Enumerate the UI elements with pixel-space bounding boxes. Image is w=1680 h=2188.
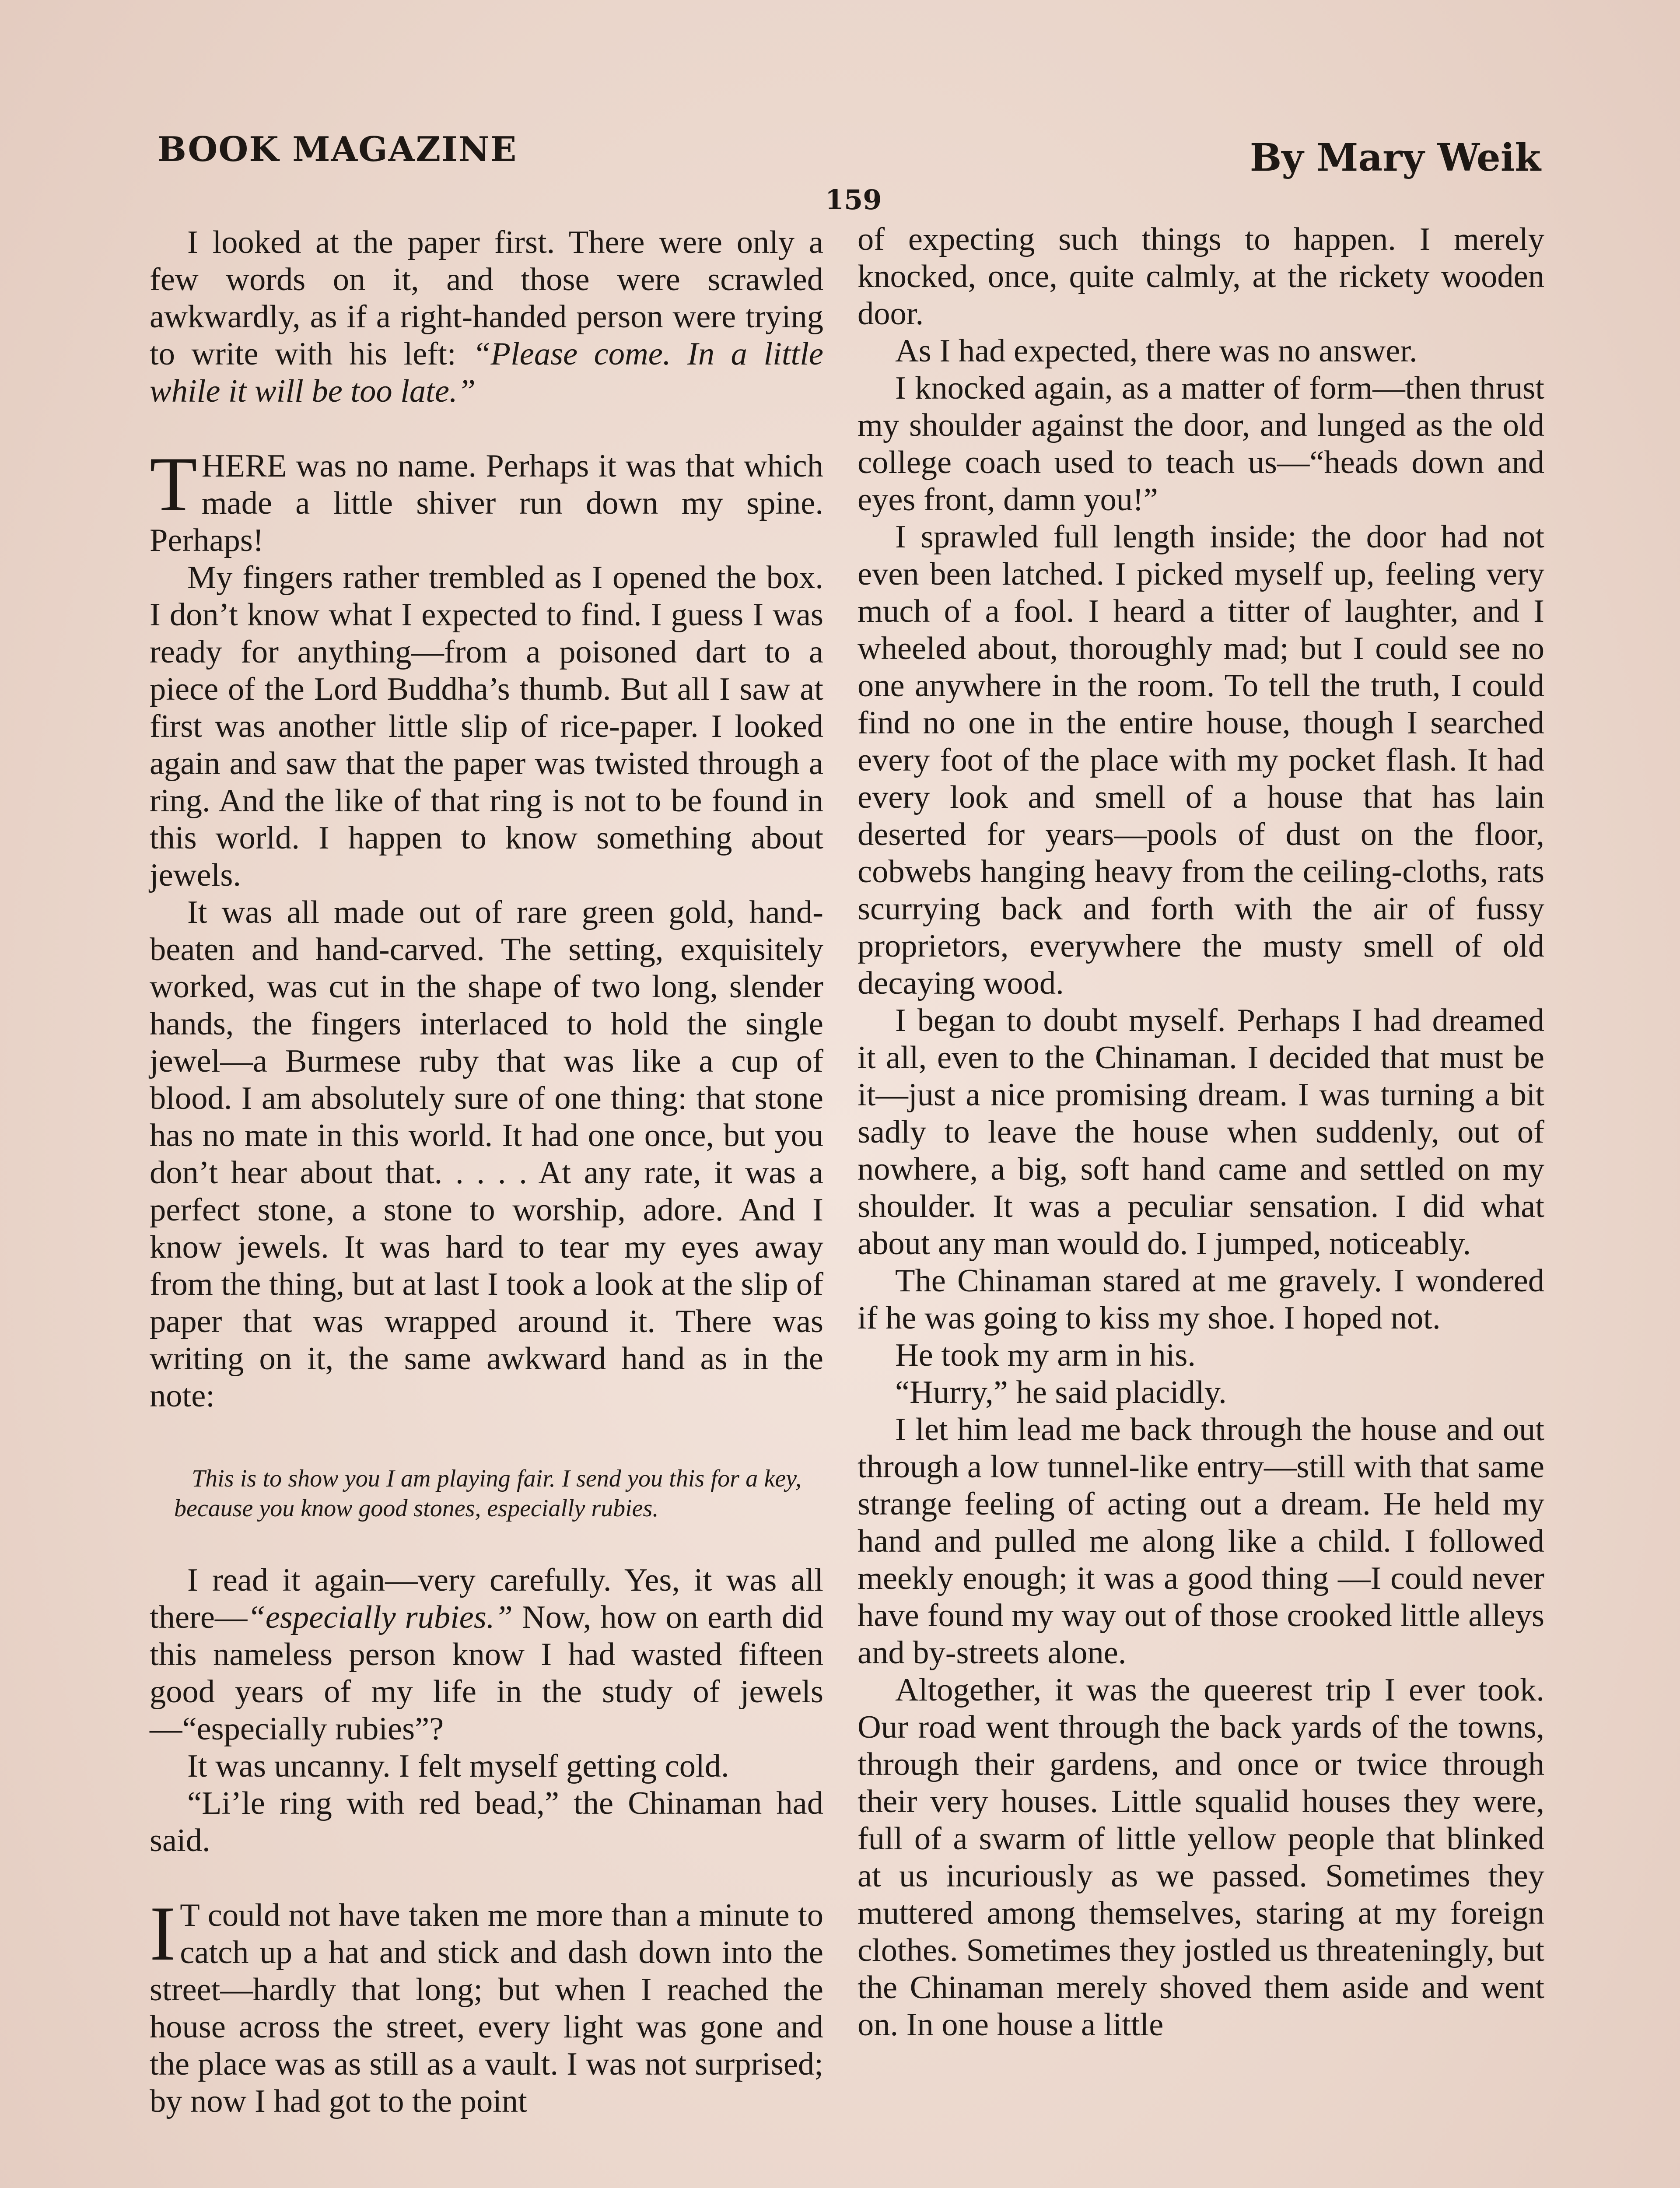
paragraph [150,1890,823,2120]
paragraph: of expecting such things to happen. I merely knocked, once, quite calmly, at the rickety wooden door. [858,221,1544,332]
inset-note: This is to show you I am playing fair. I send you this for a key, because you know good stones, especially rubies. [174,1465,802,1522]
paragraph-text: I read it again—very carefully. Yes, it was all there— [150,1562,823,1635]
left-column [150,224,823,2120]
paragraph: “Li’le ring with red bead,” the Chinaman had said. [150,1785,823,1858]
paragraph: It was uncanny. I felt myself getting cold. [187,1748,729,1784]
paragraph [150,224,823,410]
paragraph: As I had expected, there was no answer. [895,333,1418,369]
paragraph-text: Now, how on earth did this nameless person know I had wasted fifteen good years of my life in the study of jewels—“especially rubies”? [150,1599,823,1747]
paragraph: “Hurry,” he said placidly. [895,1375,1227,1410]
paragraph-text: I looked at the paper first. There were only a few words on it, and those were scrawled awkwardly, as if a right-handed person were trying to write with his left: [150,224,823,372]
paragraph: I let him lead me back through the house and out through a low tunnel-like entry—still with that same strange feeling of acting out a dream. He held my hand and pulled me along like a child. I followed meekly enough; it was a good thing —I could never have found my way out of those crooked little alleys and by-streets alone. [858,1412,1544,1671]
drop-cap: I [150,1890,176,1977]
paragraph: I knocked again, as a matter of form—then thrust my shoulder against the door, and lunged as the old college coach used to teach us—“heads down and eyes front, damn you!” [858,370,1544,518]
drop-cap: T [150,441,197,527]
paragraph [150,1562,823,1748]
paragraph: It was all made out of rare green gold, hand-beaten and hand-carved. The setting, exquisitely worked, was cut in the shape of two long, slender hands, the fingers interlaced to hold the single jewel—a Burmese ruby that was like a cup of blood. I am absolutely sure of one thing: that stone has no mate in this world. It had one once, but you don’t hear about that. . . . . At any rate, it was a perfect stone, a stone to worship, adore. And I know jewels. It was hard to tear my eyes away from the thing, but at last I took a look at the slip of paper that was wrapped around it. There was writing on it, the same awkward hand as in the note: [150,894,823,1414]
paragraph: The Chinaman stared at me gravely. I wondered if he was going to kiss my shoe. I hoped not. [858,1263,1544,1336]
paragraph: My fingers rather trembled as I opened the box. I don’t know what I expected to find. I guess I was ready for anything—from a poisoned dart to a piece of the Lord Buddha’s thumb. But all I saw at first was another little slip of rice-paper. I looked again and saw that the paper was twisted through a ring. And the like of that ring is not to be found in this world. I happen to know something about jewels. [150,560,823,893]
right-column [858,221,1544,2044]
paragraph-text: T could not have taken me more than a minute to catch up a hat and stick and dash down into the street—hardly that long; but when I reached the house across the street, every light was gone and the place was as still as a vault. I was not surprised; by now I had got to the point [150,1897,823,2119]
author-byline: By Mary Weik [1250,136,1541,180]
paragraph: I began to doubt myself. Perhaps I had dreamed it all, even to the Chinaman. I decided that must be it—just a nice promising dream. I was turning a bit sadly to leave the house when suddenly, out of nowhere, a big, soft hand came and settled on my shoulder. It was a peculiar sensation. I did what about any man would do. I jumped, noticeably. [858,1003,1544,1262]
note-quote: “Please come. In a little while it will be too late.” [150,336,823,409]
paragraph-italic: “especially rubies.” [247,1599,513,1635]
paragraph-text: HERE was no name. Perhaps it was that which made a little shiver run down my spine. Perhaps! [150,448,823,558]
magazine-title: BOOK MAGAZINE [158,130,518,169]
paragraph: Altogether, it was the queerest trip I ever took. Our road went through the back yards of the towns, through their gardens, and once or twice through their very houses. Little squalid houses they were, full of a swarm of little yellow people that blinked at us incuriously as we passed. Sometimes they muttered among themselves, staring at my foreign clothes. Sometimes they jostled us threateningly, but the Chinaman merely shoved them aside and went on. In one house a little [858,1672,1544,2043]
page-number: 159 [825,184,882,216]
paragraph [150,441,823,559]
paragraph: He took my arm in his. [895,1337,1196,1373]
paragraph: I sprawled full length inside; the door had not even been latched. I picked myself up, feeling very much of a fool. I heard a titter of laughter, and I wheeled about, thoroughly mad; but I could see no one anywhere in the room. To tell the truth, I could find no one in the entire house, though I searched every foot of the place with my pocket flash. It had every look and smell of a house that has lain deserted for years—pools of dust on the floor, cobwebs hanging heavy from the ceiling-cloths, rats scurrying back and forth with the air of fussy proprietors, everywhere the musty smell of old decaying wood. [858,519,1544,1001]
